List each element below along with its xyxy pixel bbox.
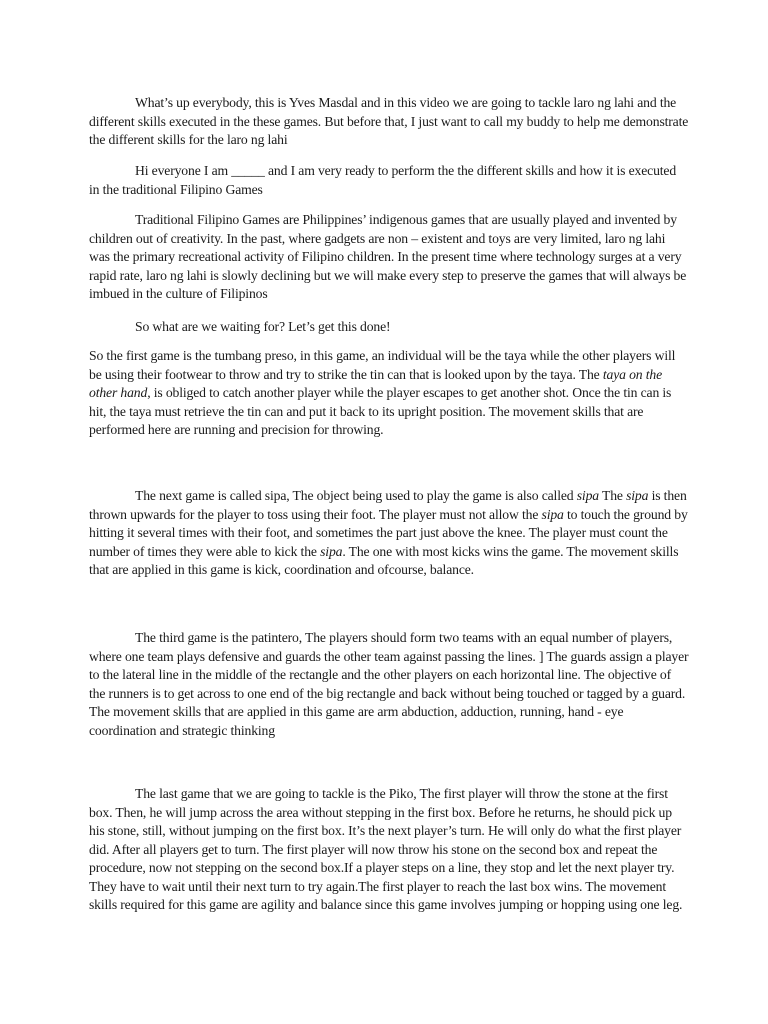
paragraph-intro: What’s up everybody, this is Yves Masdal and in this video we are going to tackle laro ng lahi and the different skills executed in the these games. But before that, I just want to call my buddy to help me demonstrate the different skills for the laro ng lahi <box>89 95 689 147</box>
text-run: is then thrown upwards for the player to toss using their foot. The player must not allow the <box>89 488 687 522</box>
italic-text: sipa <box>541 506 564 522</box>
paragraph-buddy-intro: Hi everyone I am _____ and I am very ready to perform the the different skills and how it is executed in the traditional Filipino Games <box>89 163 677 197</box>
paragraph-traditional-games: Traditional Filipino Games are Philippines’ indigenous games that are usually played and invented by children out of creativity. In the past, where gadgets are non – existent and toys are very limited, laro ng lahi was the primary recreational activity of Filipino children. In the present time where technology surges at a very rapid rate, laro ng lahi is slowly declining but we will make every step to preserve the games that will always be imbued in the culture of Filipinos <box>89 212 687 301</box>
paragraph-piko: The last game that we are going to tackle is the Piko, The first player will throw the stone at the first box. Then, he will jump across the area without stepping in the first box. Before he returns, he should pick up his stone, still, without jumping on the first box. It’s the next player’s turn. He will only do what the first player did. After all players get to turn. The first player will now throw his stone on the second box and repeat the procedure, now not stepping on the second box.If a player steps on a line, they stop and let the next player try. They have to wait until their next turn to try again.The first player to reach the last box wins. The movement skills required for this game are agility and balance since this game involves jumping or hopping using one leg. <box>89 786 683 912</box>
text-run: to touch the ground by hitting it several times with their foot, and sometimes the part just above the knee. The player must count the number of times they were able to kick the <box>89 506 688 559</box>
text-run: . The one with most kicks wins the game. The movement skills that are applied in this game is kick, coordination and ofcourse, balance. <box>89 543 679 577</box>
italic-text: sipa <box>576 488 599 503</box>
paragraph-lets-go: So what are we waiting for? Let’s get this done! <box>135 319 391 334</box>
paragraph-tumbang-preso <box>89 347 689 440</box>
text-run: The next game is called sipa, The object being used to play the game is also called <box>135 488 577 503</box>
italic-text: sipa <box>320 543 343 559</box>
paragraph-patintero: The third game is the patintero, The players should form two teams with an equal number of players, where one team plays defensive and guards the other team against passing the lines. ] The guards assign a player to the lateral line in the middle of the rectangle and the other players on each horizontal line. The objective of the runners is to get across to one end of the big rectangle and back without being touched or tagged by a guard. The movement skills that are applied in this game are arm abduction, adduction, running, hand - eye coordination and strategic thinking <box>89 630 689 738</box>
paragraph-sipa <box>89 487 689 580</box>
text-run: , is obliged to catch another player while the player escapes to get another shot. Once the tin can is hit, the taya must retrieve the tin can and put it back to its upright position. The movement skills that are performed here are running and precision for throwing. <box>89 385 672 437</box>
italic-text: sipa <box>626 488 649 503</box>
text-run: The <box>598 488 627 503</box>
text-run: So the first game is the tumbang preso, in this game, an individual will be the taya while the other players will be using their footwear to throw and try to strike the tin can that is looked upon by the taya. The <box>89 348 676 382</box>
italic-text: taya on the other hand <box>89 366 663 400</box>
